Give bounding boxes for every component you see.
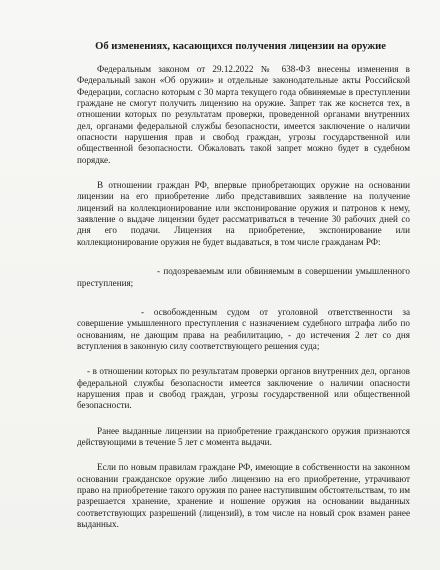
paragraph-previous-licenses: Ранее выданные лицензии на приобретение гражданского оружия признаются действующими в течение 5 лет с момента выдачи. — [77, 425, 410, 447]
paragraph-law-changes: Федеральным законом от 29.12.2022 № 638-ФЗ внесены изменения в Федеральный закон «Об оружии» и отдельные законодательные акты Российской Федерации, согласно которым с 30 марта текущего года обвиняемые в преступлении граждане не смогут получить лицензию на оружие. Запрет так же коснется тех, в отношении которых по результатам проверки, проведенной органами внутренних дел, органами федеральной службы безопасности, имеется заключение о наличии опасности нарушения прав и свобод граждан, угрозы государственной или общественной безопасности. Обжаловать такой запрет можно будет в судебном порядке. — [77, 64, 410, 165]
paragraph-new-rules: Если по новым правилам граждане РФ, имеющие в собственности на законном основании гражданское оружие либо лицензию на его приобретение, утрачивают право на приобретение такого оружия по ранее наступившим обстоятельствам, то им разрешается хранение, хранение и ношение оружия на основании выданных соответствующих разрешений (лицензий), в том числе на новый срок взамен ранее выданных. — [77, 462, 410, 529]
paragraph-license-procedure: В отношении граждан РФ, впервые приобретающих оружие на основании лицензии на его приобретение либо представивших заявление на получение лицензий на коллекционирование или экспонирование оружия и патронов к нему, заявление о выдаче лицензии будет рассматриваться в течение 30 рабочих дней со дня его подачи. Лицензия на приобретение, экспонирование или коллекционирование оружия не будет выдаваться, в том числе гражданам РФ: — [77, 180, 410, 247]
list-item-released-by-court: - освобожденным судом от уголовной ответственности за совершение умышленного преступления с назначением судебного штрафа либо по основаниям, не дающим права на реабилитацию, - до истечения 2 лет со дня вступления в законную силу соответствующего решения суда; — [77, 306, 410, 351]
document-title: Об изменениях, касающихся получения лицензии на оружие — [95, 41, 386, 52]
list-item-suspects: - подозреваемым или обвиняемым в совершении умышленного преступления; — [77, 266, 410, 288]
list-item-security-conclusion: - в отношении которых по результатам проверки органов внутренних дел, органов федеральной службы безопасности имеется заключение о наличии опасности нарушения прав и свобод граждан, угрозы государственной или общественной безопасности. — [77, 366, 410, 411]
